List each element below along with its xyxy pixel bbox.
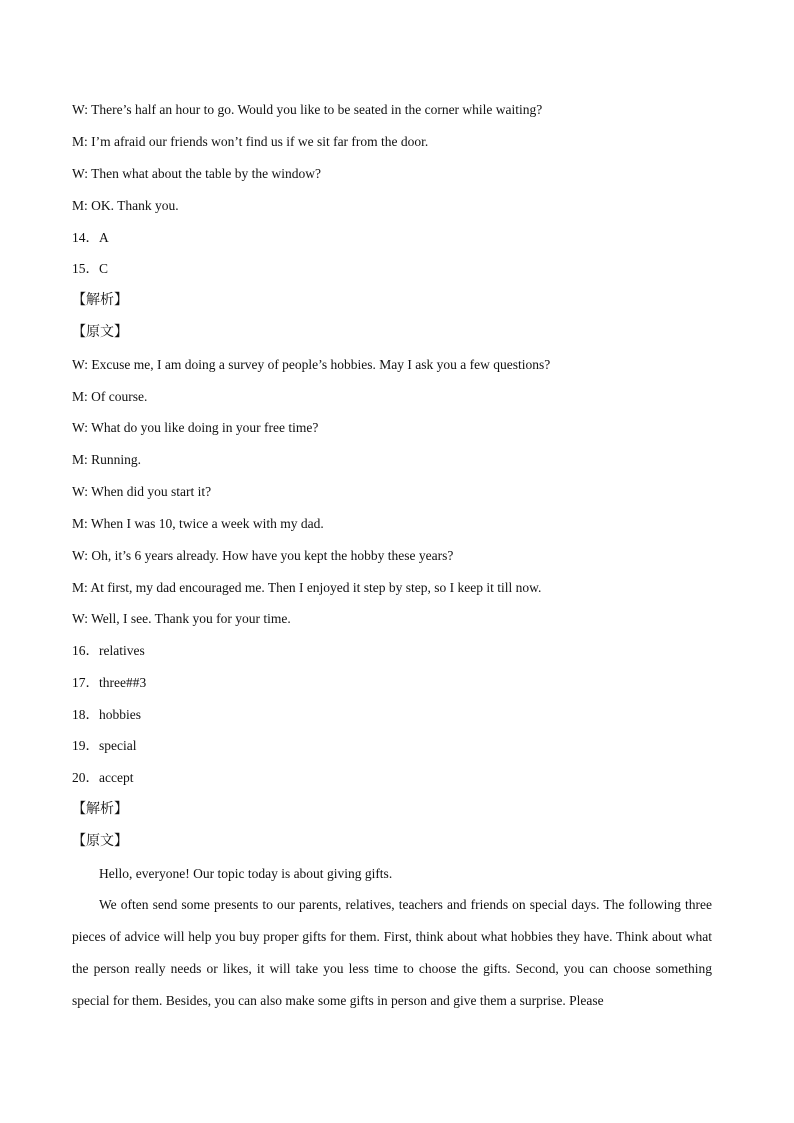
answer-line: 15．C (72, 261, 109, 276)
answer-line: 16．relatives (72, 643, 145, 658)
dialogue-line: W: There’s half an hour to go. Would you like to be seated in the corner while waiting? (72, 102, 543, 117)
dialogue-line: M: At first, my dad encouraged me. Then I enjoyed it step by step, so I keep it till now. (72, 580, 542, 595)
analysis-label: 【解析】 (72, 292, 128, 308)
dialogue-line: W: What do you like doing in your free time? (72, 420, 319, 435)
analysis-label: 【解析】 (72, 801, 128, 817)
dialogue-line: W: Well, I see. Thank you for your time. (72, 611, 291, 626)
dialogue-line: W: Oh, it’s 6 years already. How have you kept the hobby these years? (72, 548, 454, 563)
dialogue-line: W: Then what about the table by the window? (72, 166, 321, 181)
dialogue-line: M: Of course. (72, 389, 148, 404)
original-text-label: 【原文】 (72, 324, 128, 340)
dialogue-line: M: I’m afraid our friends won’t find us if we sit far from the door. (72, 134, 429, 149)
dialogue-line: M: OK. Thank you. (72, 198, 179, 213)
dialogue-line: W: Excuse me, I am doing a survey of people’s hobbies. May I ask you a few questions? (72, 357, 551, 372)
answer-line: 20．accept (72, 770, 134, 785)
dialogue-line: W: When did you start it? (72, 484, 212, 499)
passage-body: We often send some presents to our parents, relatives, teachers and friends on special days. The following three pieces of advice will help you buy proper gifts for them. First, think about what hobbies they have. Think about what the person really needs or likes, it will take you less time to choose the gifts. Second, you can choose something special for them. Besides, you can also make some gifts in person and give them a surprise. Please (72, 897, 712, 1008)
answer-line: 18．hobbies (72, 707, 141, 722)
answer-line: 14．A (72, 230, 109, 245)
dialogue-line: M: When I was 10, twice a week with my dad. (72, 516, 324, 531)
dialogue-line: M: Running. (72, 452, 142, 467)
answer-line: 17．three##3 (72, 675, 147, 690)
original-text-label: 【原文】 (72, 833, 128, 849)
answer-line: 19．special (72, 738, 137, 753)
passage-intro: Hello, everyone! Our topic today is about giving gifts. (99, 866, 393, 881)
